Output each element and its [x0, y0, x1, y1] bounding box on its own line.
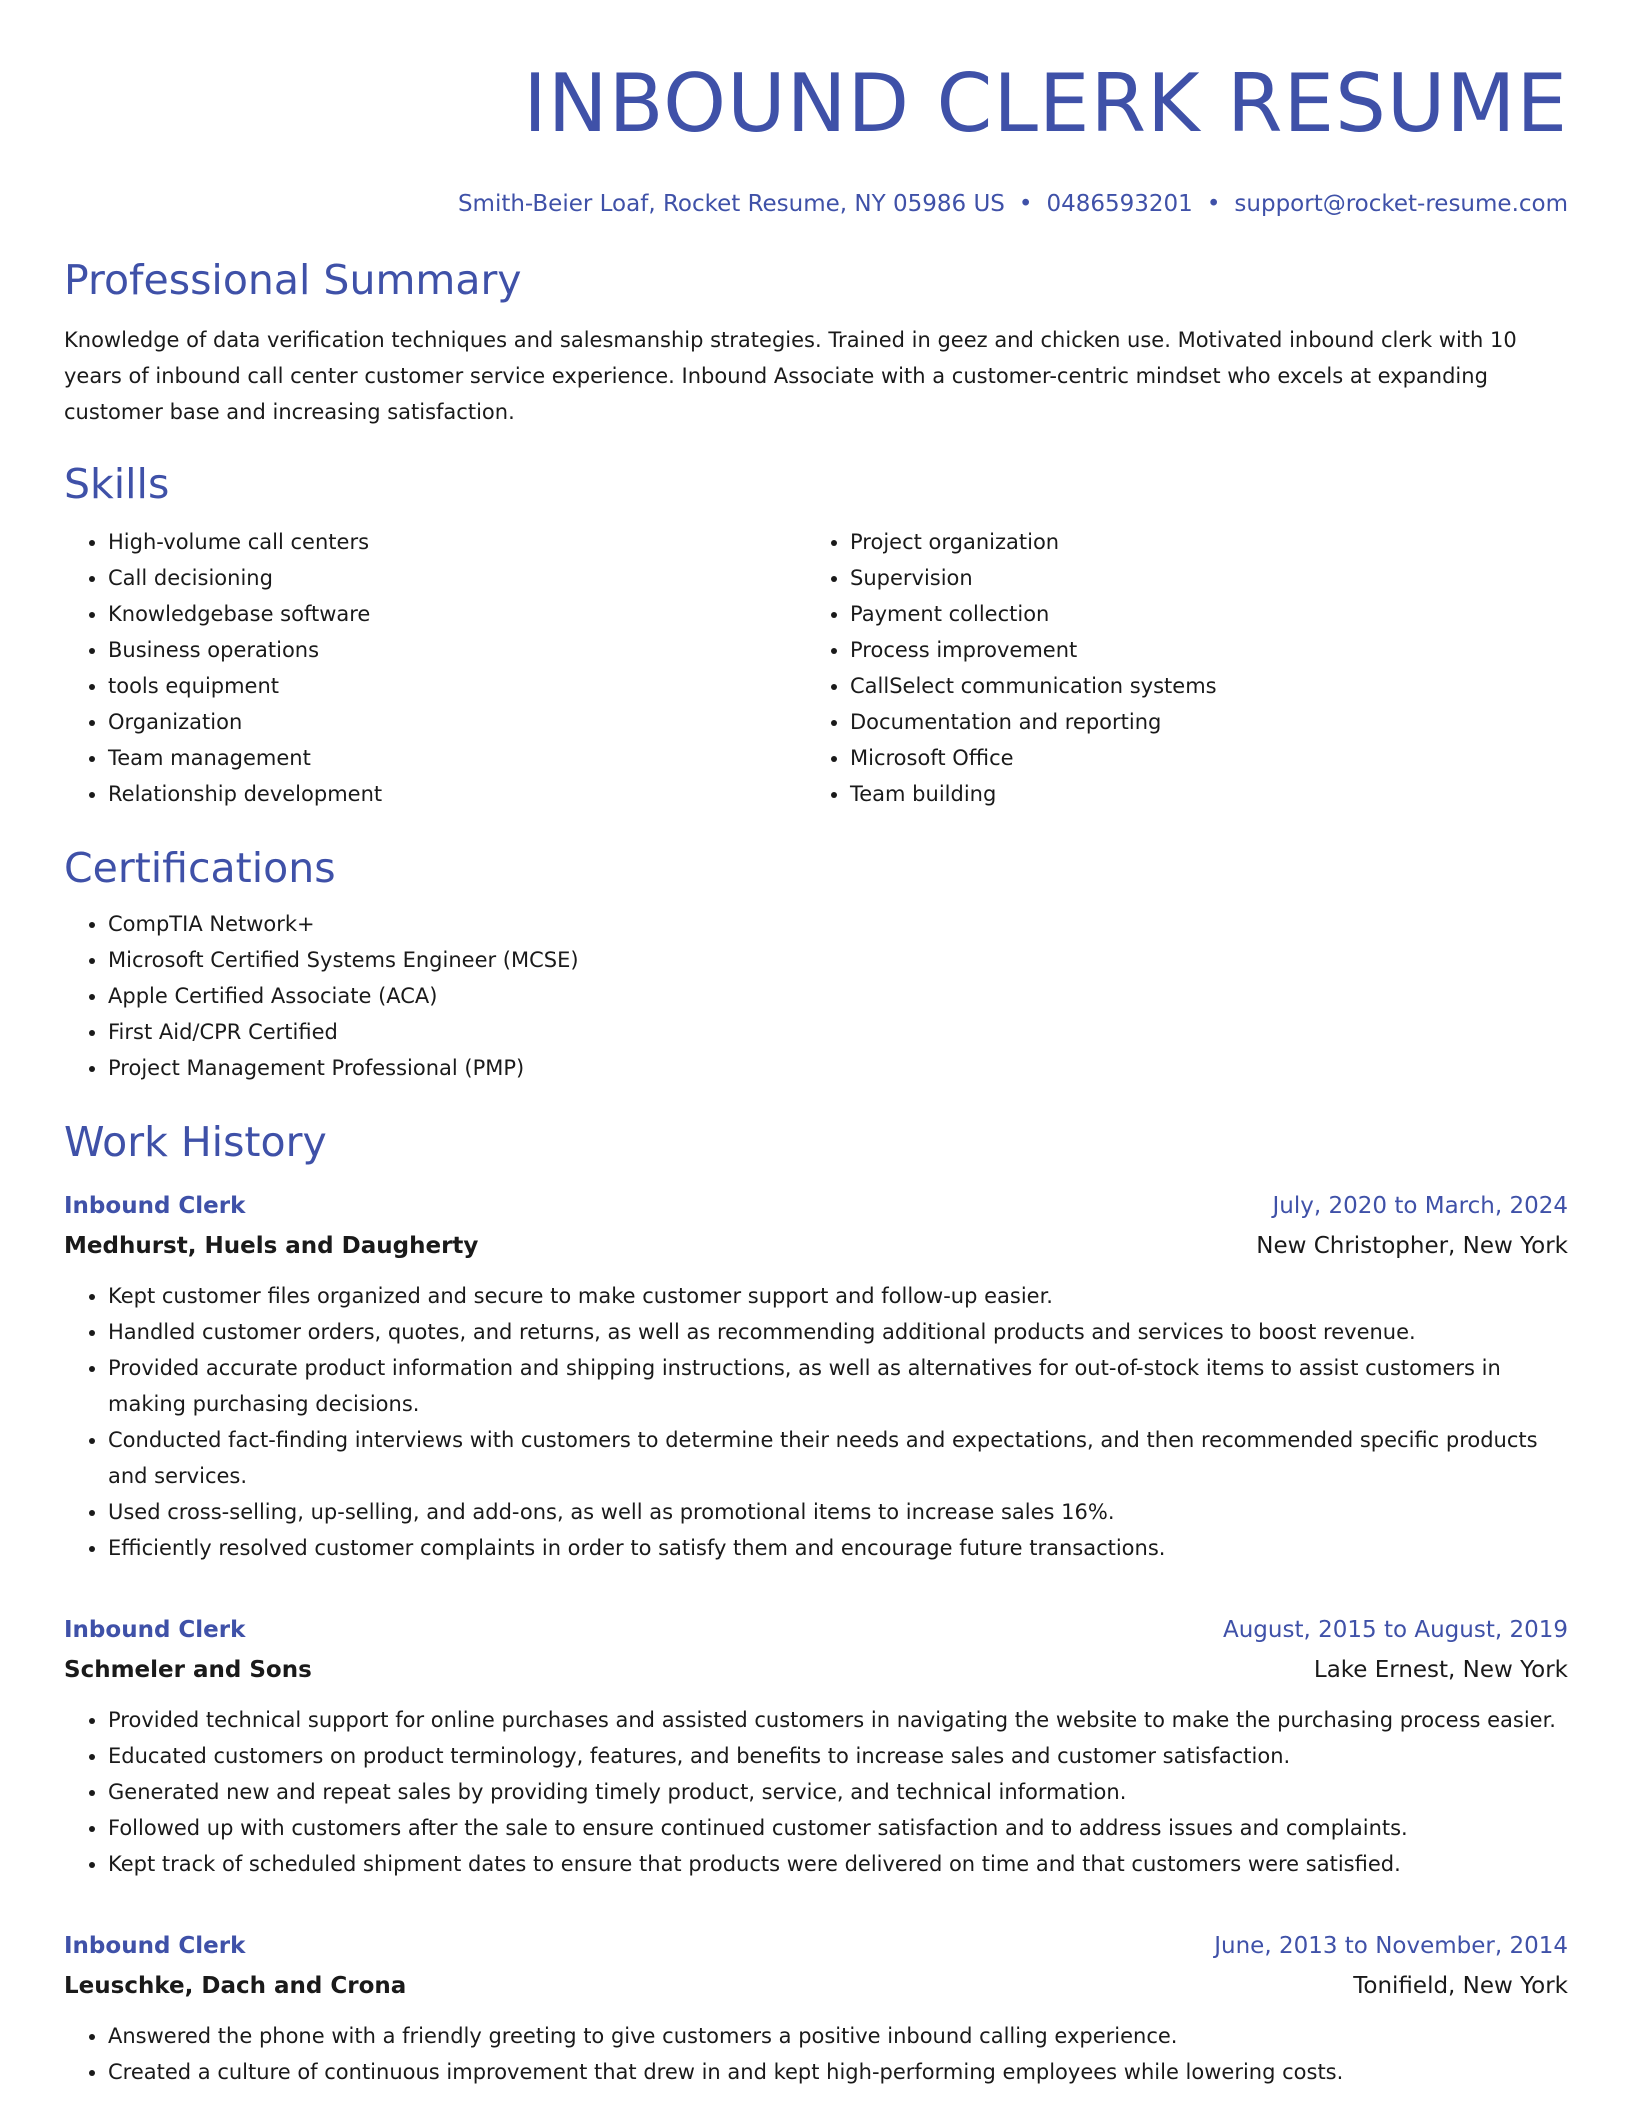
job-dates: July, 2020 to March, 2024: [1272, 1193, 1568, 1219]
job-dates: August, 2015 to August, 2019: [1223, 1617, 1568, 1643]
job-header-row: [64, 1926, 1568, 1966]
work-history-heading: Work History: [64, 1118, 327, 1166]
job-bullet-list: [64, 1702, 1568, 1882]
contact-address: Smith-Beier Loaf, Rocket Resume, NY 05986 US: [457, 191, 1005, 217]
certifications-list: [64, 906, 1568, 1086]
skill-item: • Supervision: [850, 560, 1548, 596]
job-company-row: [64, 1966, 1568, 2006]
job-bullet: • Provided accurate product information and shipping instructions, as well as alternatives for out-of-stock items to assist customers in making purchasing decisions.: [108, 1350, 1568, 1422]
skills-grid: [64, 524, 1568, 812]
job-company: Schmeler and Sons: [64, 1657, 312, 1683]
contact-line: [64, 188, 1568, 220]
skill-item: • Microsoft Office: [850, 740, 1548, 776]
job-bullet-list: [64, 1278, 1568, 1566]
job-bullet: • Generated new and repeat sales by providing timely product, service, and technical information.: [108, 1774, 1568, 1810]
certification-item: • First Aid/CPR Certified: [108, 1014, 1568, 1050]
skill-item: • Documentation and reporting: [850, 704, 1548, 740]
job-title: Inbound Clerk: [64, 1933, 246, 1959]
job-bullet-list: [64, 2018, 1568, 2090]
contact-email[interactable]: support@rocket-resume.com: [1234, 191, 1568, 217]
job-bullet: • Conducted fact-finding interviews with customers to determine their needs and expectations, and then recommended specific products and services.: [108, 1422, 1568, 1494]
job-company-row: [64, 1650, 1568, 1690]
certification-item: • CompTIA Network+: [108, 906, 1568, 942]
job-header-row: [64, 1186, 1568, 1226]
job-bullet: • Followed up with customers after the sale to ensure continued customer satisfaction and to address issues and complaints.: [108, 1810, 1568, 1846]
job-bullet: • Kept customer files organized and secure to make customer support and follow-up easier.: [108, 1278, 1568, 1314]
skill-item: • Organization: [108, 704, 806, 740]
job-bullet: • Handled customer orders, quotes, and returns, as well as recommending additional products and services to boost revenue.: [108, 1314, 1568, 1350]
certification-item: • Apple Certified Associate (ACA): [108, 978, 1568, 1014]
resume-header: [64, 56, 1568, 220]
skill-item: • Process improvement: [850, 632, 1548, 668]
skill-item: • Team management: [108, 740, 806, 776]
job-company-row: [64, 1226, 1568, 1266]
contact-separator: •: [1018, 191, 1033, 217]
contact-phone: 0486593201: [1046, 191, 1193, 217]
job-company: Medhurst, Huels and Daugherty: [64, 1233, 479, 1259]
job-bullet: • Efficiently resolved customer complaints in order to satisfy them and encourage future transactions.: [108, 1530, 1568, 1566]
job-company: Leuschke, Dach and Crona: [64, 1973, 407, 1999]
summary-heading: Professional Summary: [64, 256, 522, 304]
skill-item: • High-volume call centers: [108, 524, 806, 560]
certifications-heading: Certifications: [64, 844, 336, 892]
job-bullet: • Answered the phone with a friendly greeting to give customers a positive inbound calling experience.: [108, 2018, 1568, 2054]
job-dates: June, 2013 to November, 2014: [1214, 1933, 1568, 1959]
job-location: New Christopher, New York: [1256, 1233, 1568, 1259]
job-entry: [64, 1186, 1568, 1566]
skill-item: • Relationship development: [108, 776, 806, 812]
skill-item: • Project organization: [850, 524, 1548, 560]
skills-column-right: [806, 524, 1548, 812]
job-entry: [64, 1610, 1568, 1882]
skill-item: • Call decisioning: [108, 560, 806, 596]
job-location: Tonifield, New York: [1353, 1973, 1568, 1999]
skill-item: • Team building: [850, 776, 1548, 812]
skills-heading: Skills: [64, 460, 170, 508]
job-title: Inbound Clerk: [64, 1617, 246, 1643]
contact-separator: •: [1206, 191, 1221, 217]
skill-item: • Payment collection: [850, 596, 1548, 632]
job-title: Inbound Clerk: [64, 1193, 246, 1219]
job-bullet: • Provided technical support for online purchases and assisted customers in navigating the website to make the purchasing process easier.: [108, 1702, 1568, 1738]
job-bullet: • Used cross-selling, up-selling, and add-ons, as well as promotional items to increase sales 16%.: [108, 1494, 1568, 1530]
certification-item: • Project Management Professional (PMP): [108, 1050, 1568, 1086]
skill-item: • tools equipment: [108, 668, 806, 704]
certification-item: • Microsoft Certified Systems Engineer (MCSE): [108, 942, 1568, 978]
job-bullet: • Educated customers on product terminology, features, and benefits to increase sales and customer satisfaction.: [108, 1738, 1568, 1774]
skill-item: • Knowledgebase software: [108, 596, 806, 632]
job-entry: [64, 1926, 1568, 2090]
resume-name: INBOUND CLERK RESUME: [523, 57, 1568, 150]
job-location: Lake Ernest, New York: [1313, 1657, 1568, 1683]
job-bullet: • Kept track of scheduled shipment dates to ensure that products were delivered on time and that customers were satisfied.: [108, 1846, 1568, 1882]
job-header-row: [64, 1610, 1568, 1650]
skill-item: • CallSelect communication systems: [850, 668, 1548, 704]
skills-column-left: [64, 524, 806, 812]
job-bullet: • Created a culture of continuous improvement that drew in and kept high-performing employees while lowering costs.: [108, 2054, 1568, 2090]
summary-text: Knowledge of data verification techniques and salesmanship strategies. Trained in geez and chicken use. Motivated inbound clerk with 10 years of inbound call center customer service experience. Inbound Associate with a customer-centric mindset who excels at expanding customer base and increasing satisfaction.: [64, 328, 1517, 424]
skill-item: • Business operations: [108, 632, 806, 668]
